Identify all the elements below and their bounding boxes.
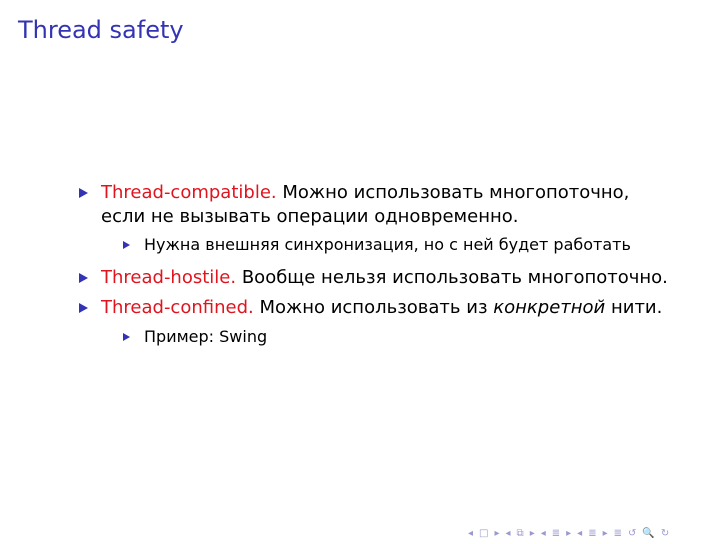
sub-item: Нужна внешняя синхронизация, но с ней будет работать [144,235,631,254]
next-slide-icon[interactable]: ▸ [494,527,500,539]
prev-frame-icon[interactable]: ◂ [505,527,511,539]
slide-title: Thread safety [18,16,184,44]
prev-section-icon[interactable]: ◂ [577,527,583,539]
list-item-thread-compatible [101,181,629,205]
slide-icon[interactable]: □ [479,527,489,539]
item-text-italic: конкретной [493,297,606,318]
term-thread-compatible: Thread-compatible. [101,182,277,203]
forward-icon[interactable]: ↻ [660,527,670,539]
item-text: Можно использовать из [259,297,488,318]
list-item-thread-hostile [101,266,668,290]
section-icon[interactable]: ≣ [588,527,597,539]
next-frame-icon[interactable]: ▸ [529,527,535,539]
bullet-icon [79,188,88,198]
prev-slide-icon[interactable]: ◂ [468,527,474,539]
sub-item: Пример: Swing [144,327,268,346]
sub-bullet-icon [123,241,130,249]
item-text: Вообще нельзя использовать многопоточно. [241,267,668,288]
term-thread-hostile: Thread-hostile. [101,267,237,288]
prev-subsection-icon[interactable]: ◂ [540,527,546,539]
list-item-continuation: если не вызывать операции одновременно. [101,206,519,227]
term-thread-confined: Thread-confined. [101,297,254,318]
search-icon[interactable]: 🔍 [642,527,655,539]
next-section-icon[interactable]: ▸ [602,527,608,539]
list-item-thread-confined [101,296,662,320]
bullet-icon [79,303,88,313]
subsection-icon[interactable]: ≣ [551,527,561,539]
item-text: нити. [610,297,663,318]
bullet-icon [79,273,88,283]
back-icon[interactable]: ↺ [628,527,637,539]
item-text: Можно использовать многопоточно, [282,182,630,203]
sub-bullet-icon [123,333,130,341]
document-icon[interactable]: ≣ [613,527,623,539]
beamer-navigation [468,524,726,542]
frame-icon[interactable]: ⧉ [516,527,524,539]
next-subsection-icon[interactable]: ▸ [566,527,572,539]
